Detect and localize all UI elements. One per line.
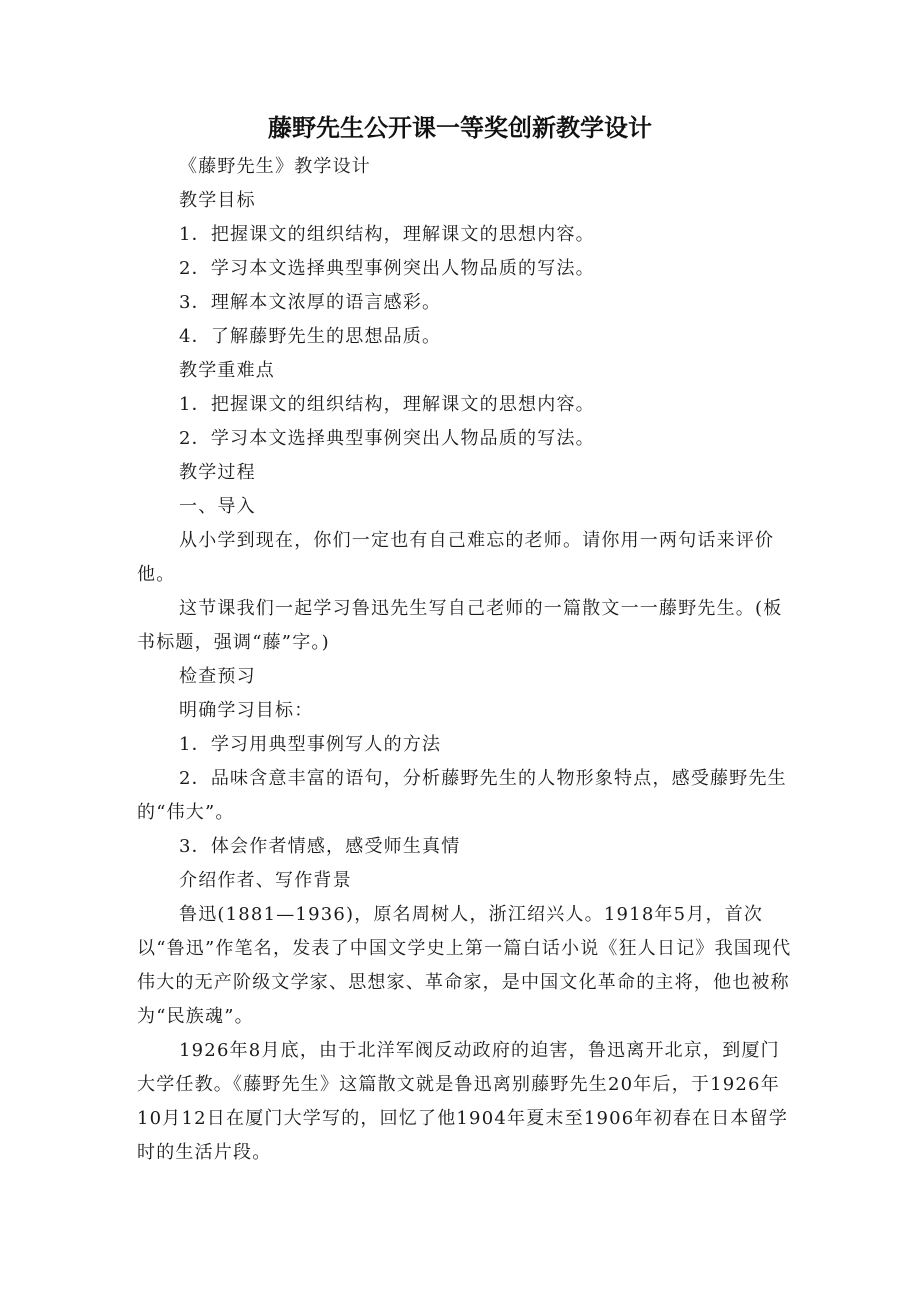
paragraph-heading-intro: 一、导入	[179, 496, 256, 517]
paragraph-goal-1: 1．学习用典型事例写人的方法	[179, 734, 442, 755]
paragraph-keypoint-1: 1．把握课文的组织结构，理解课文的思想内容。	[179, 394, 595, 415]
paragraph-heading-objectives: 教学目标	[179, 190, 256, 211]
paragraph-objective-2: 2．学习本文选择典型事例突出人物品质的写法。	[179, 258, 595, 279]
paragraph-background: 1926年8月底，由于北洋军阀反动政府的迫害，鲁迅离开北京，到厦门大学任教。《藤野先生》这篇散文就是鲁迅离别藤野先生20年后，于1926年10月12日在厦门大学写的，回忆了他1904年夏末至1906年初春在日本留学时的生活片段。	[137, 1040, 789, 1163]
paragraph-goal-3: 3．体会作者情感，感受师生真情	[179, 836, 461, 857]
paragraph-author-bio: 鲁迅(1881—1936)，原名周树人，浙江绍兴人。1918年5月，首次以“鲁迅”作笔名，发表了中国文学史上第一篇白话小说《狂人日记》我国现代伟大的无产阶级文学家、思想家、革命家，是中国文化革命的主将，他也被称为“民族魂”。	[137, 904, 792, 1027]
paragraph-objective-3: 3．理解本文浓厚的语言感彩。	[179, 292, 442, 313]
paragraph-objective-4: 4．了解藤野先生的思想品质。	[179, 326, 442, 347]
paragraph-heading-process: 教学过程	[179, 462, 256, 483]
paragraph-heading-goals: 明确学习目标：	[179, 700, 314, 721]
paragraph-heading-author: 介绍作者、写作背景	[179, 870, 352, 891]
paragraph-heading-keypoints: 教学重难点	[179, 360, 275, 381]
paragraph-goal-2: 2．品味含意丰富的语句，分析藤野先生的人物形象特点，感受藤野先生的“伟大”。	[137, 768, 787, 823]
paragraph-intro-2: 这节课我们一起学习鲁迅先生写自己老师的一篇散文一一藤野先生。(板书标题，强调“藤”字。)	[137, 598, 783, 653]
paragraph-intro-1: 从小学到现在，你们一定也有自己难忘的老师。请你用一两句话来评价他。	[137, 530, 775, 585]
paragraph-keypoint-2: 2．学习本文选择典型事例突出人物品质的写法。	[179, 428, 595, 449]
paragraph-heading-preview: 检查预习	[179, 666, 256, 687]
paragraph-subtitle: 《藤野先生》教学设计	[179, 156, 371, 177]
paragraph-objective-1: 1．把握课文的组织结构，理解课文的思想内容。	[179, 224, 595, 245]
document-body	[137, 150, 793, 1170]
document-title: 藤野先生公开课一等奖创新教学设计	[268, 114, 652, 142]
